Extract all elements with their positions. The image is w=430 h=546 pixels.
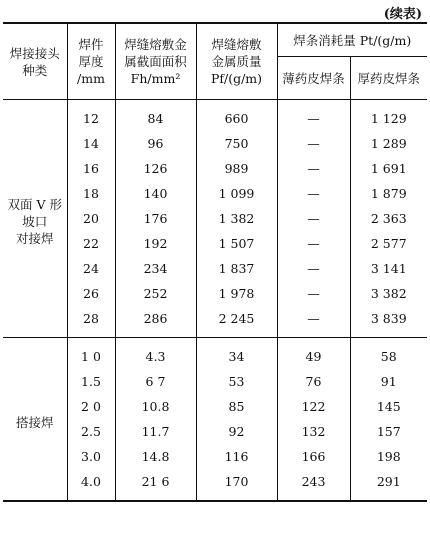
table-row <box>3 100 427 132</box>
area-cell: 252 <box>115 281 196 306</box>
mass-cell: 92 <box>196 419 277 444</box>
thick-coat-cell: 1 691 <box>350 156 427 181</box>
thickness-cell: 12 <box>67 100 115 132</box>
table-row <box>3 419 427 444</box>
thick-coat-cell: 291 <box>350 469 427 501</box>
table-row <box>3 231 427 256</box>
mass-cell: 1 978 <box>196 281 277 306</box>
thin-coat-cell: — <box>277 100 350 132</box>
mass-cell: 53 <box>196 369 277 394</box>
area-cell: 10.8 <box>115 394 196 419</box>
header-thin-coat: 薄药皮焊条 <box>277 57 350 100</box>
thickness-cell: 22 <box>67 231 115 256</box>
table-row <box>3 394 427 419</box>
joint-type-cell: 双面 V 形 坡口 对接焊 <box>3 100 67 338</box>
table-row <box>3 156 427 181</box>
table-row <box>3 131 427 156</box>
thick-coat-cell: 198 <box>350 444 427 469</box>
thin-coat-cell: — <box>277 156 350 181</box>
thin-coat-cell: 122 <box>277 394 350 419</box>
thin-coat-cell: — <box>277 231 350 256</box>
table-row <box>3 256 427 281</box>
thick-coat-cell: 2 363 <box>350 206 427 231</box>
thickness-cell: 20 <box>67 206 115 231</box>
thin-coat-cell: — <box>277 206 350 231</box>
mass-cell: 34 <box>196 338 277 370</box>
thin-coat-cell: 76 <box>277 369 350 394</box>
thickness-cell: 2.5 <box>67 419 115 444</box>
thick-coat-cell: 1 879 <box>350 181 427 206</box>
thin-coat-cell: — <box>277 256 350 281</box>
area-cell: 192 <box>115 231 196 256</box>
thin-coat-cell: 166 <box>277 444 350 469</box>
thin-coat-cell: — <box>277 306 350 338</box>
section-lap-weld <box>3 338 427 502</box>
thick-coat-cell: 1 289 <box>350 131 427 156</box>
thin-coat-cell: 243 <box>277 469 350 501</box>
mass-cell: 2 245 <box>196 306 277 338</box>
mass-cell: 1 099 <box>196 181 277 206</box>
thick-coat-cell: 145 <box>350 394 427 419</box>
thickness-cell: 28 <box>67 306 115 338</box>
mass-cell: 1 837 <box>196 256 277 281</box>
thickness-cell: 4.0 <box>67 469 115 501</box>
table-row <box>3 369 427 394</box>
thickness-cell: 1.5 <box>67 369 115 394</box>
header-deposit-mass: 焊缝熔敷 金属质量 Pf/(g/m) <box>196 23 277 100</box>
thickness-cell: 3.0 <box>67 444 115 469</box>
mass-cell: 750 <box>196 131 277 156</box>
table-row <box>3 338 427 370</box>
thick-coat-cell: 91 <box>350 369 427 394</box>
mass-cell: 989 <box>196 156 277 181</box>
thick-coat-cell: 2 577 <box>350 231 427 256</box>
thin-coat-cell: — <box>277 131 350 156</box>
table-row <box>3 281 427 306</box>
thin-coat-cell: — <box>277 181 350 206</box>
header-thickness: 焊件 厚度 /mm <box>67 23 115 100</box>
thick-coat-cell: 3 141 <box>350 256 427 281</box>
thick-coat-cell: 3 839 <box>350 306 427 338</box>
mass-cell: 1 507 <box>196 231 277 256</box>
section-v-groove <box>3 100 427 338</box>
joint-type-cell: 搭接焊 <box>3 338 67 502</box>
table-row <box>3 206 427 231</box>
thickness-cell: 24 <box>67 256 115 281</box>
table-row <box>3 306 427 338</box>
area-cell: 234 <box>115 256 196 281</box>
table-row <box>3 181 427 206</box>
header-electrode-consumption: 焊条消耗量 Pt/(g/m) <box>277 23 427 57</box>
thin-coat-cell: 49 <box>277 338 350 370</box>
area-cell: 11.7 <box>115 419 196 444</box>
thick-coat-cell: 1 129 <box>350 100 427 132</box>
thin-coat-cell: — <box>277 281 350 306</box>
thickness-cell: 26 <box>67 281 115 306</box>
area-cell: 14.8 <box>115 444 196 469</box>
area-cell: 4.3 <box>115 338 196 370</box>
mass-cell: 170 <box>196 469 277 501</box>
thickness-cell: 1 0 <box>67 338 115 370</box>
header-deposit-area: 焊缝熔敷金 属截面面积 Fh/mm² <box>115 23 196 100</box>
area-cell: 21 6 <box>115 469 196 501</box>
area-cell: 286 <box>115 306 196 338</box>
area-cell: 176 <box>115 206 196 231</box>
thickness-cell: 18 <box>67 181 115 206</box>
header-thick-coat: 厚药皮焊条 <box>350 57 427 100</box>
mass-cell: 85 <box>196 394 277 419</box>
area-cell: 126 <box>115 156 196 181</box>
table-row <box>3 469 427 501</box>
header-joint-type: 焊接接头 种类 <box>3 23 67 100</box>
thickness-cell: 2 0 <box>67 394 115 419</box>
continued-label: (续表) <box>383 7 422 22</box>
thick-coat-cell: 3 382 <box>350 281 427 306</box>
thickness-cell: 14 <box>67 131 115 156</box>
weld-consumption-table <box>3 22 427 502</box>
table-row <box>3 444 427 469</box>
mass-cell: 1 382 <box>196 206 277 231</box>
thickness-cell: 16 <box>67 156 115 181</box>
area-cell: 140 <box>115 181 196 206</box>
thin-coat-cell: 132 <box>277 419 350 444</box>
mass-cell: 660 <box>196 100 277 132</box>
area-cell: 96 <box>115 131 196 156</box>
thick-coat-cell: 58 <box>350 338 427 370</box>
area-cell: 84 <box>115 100 196 132</box>
area-cell: 6 7 <box>115 369 196 394</box>
thick-coat-cell: 157 <box>350 419 427 444</box>
mass-cell: 116 <box>196 444 277 469</box>
